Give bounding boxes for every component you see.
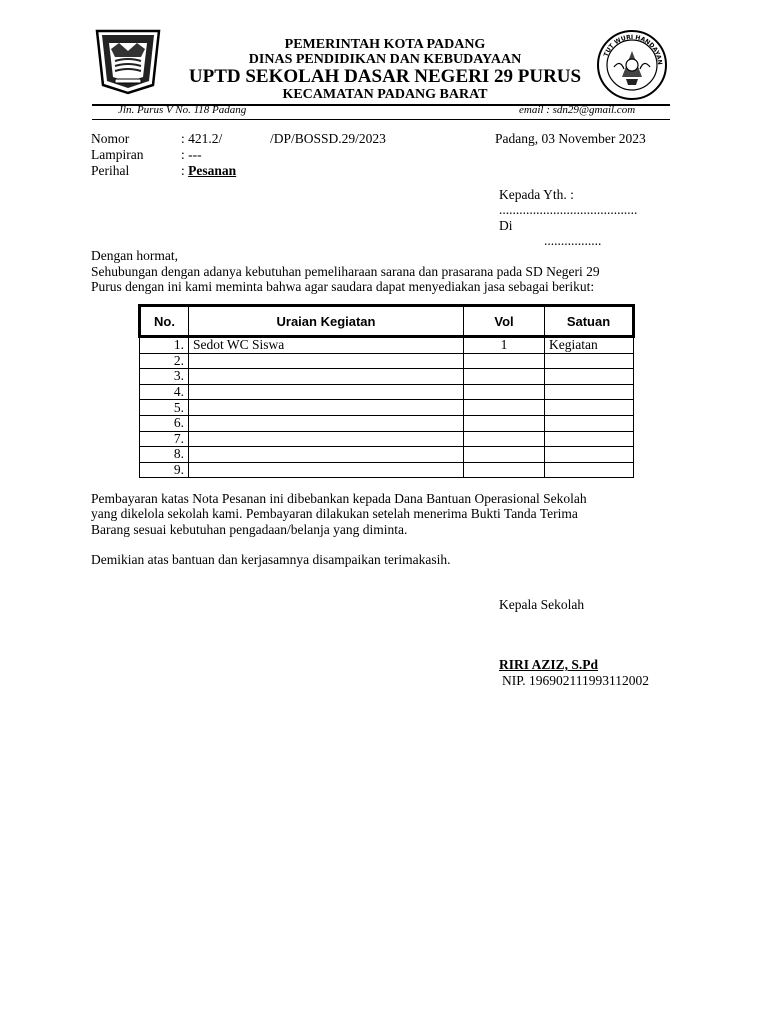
signatory-name: RIRI AZIZ, S.Pd (499, 657, 599, 672)
table-row (140, 353, 634, 369)
cell-uraian (189, 462, 464, 478)
closing-sentence: Demikian atas bantuan dan kerjasamnya disampaikan terimakasih. (91, 552, 451, 567)
cell-no: 5. (140, 400, 189, 416)
cell-vol (464, 462, 545, 478)
signatory-nip: NIP. 196902111993112002 (502, 673, 650, 688)
letterhead-line-2: DINAS PENDIDIKAN DAN KEBUDAYAAN (248, 52, 522, 67)
cell-no: 1. (140, 337, 189, 354)
cell-uraian (189, 431, 464, 447)
cell-vol (464, 400, 545, 416)
cell-vol: 1 (464, 337, 545, 354)
cell-satuan (545, 431, 634, 447)
letter-date: Padang, 03 November 2023 (495, 131, 646, 146)
letterhead-divider-bottom (92, 119, 670, 120)
intro-line-2: Purus dengan ini kami meminta bahwa agar saudara dapat menyediakan jasa sebagai berikut: (91, 279, 595, 294)
cell-no: 8. (140, 447, 189, 463)
table-row (140, 337, 634, 354)
cell-satuan (545, 462, 634, 478)
nomor-prefix: : 421.2/ (181, 131, 223, 146)
lampiran-label: Lampiran (91, 147, 144, 162)
cell-satuan (545, 353, 634, 369)
table-row (140, 369, 634, 385)
cell-uraian (189, 447, 464, 463)
header-vol: Vol (464, 306, 545, 337)
order-table (138, 304, 635, 478)
cell-satuan: Kegiatan (545, 337, 634, 354)
recipient-place-blank: ................. (544, 233, 602, 248)
table-row (140, 400, 634, 416)
greeting: Dengan hormat, (91, 248, 178, 263)
header-satuan: Satuan (545, 306, 634, 337)
logo-motto-text: TUT WURI HANDAYAN (602, 33, 664, 66)
nomor-label: Nomor (91, 131, 130, 146)
lampiran-value: : --- (181, 147, 202, 162)
table-row (140, 447, 634, 463)
cell-uraian (189, 353, 464, 369)
padang-city-logo (95, 29, 161, 95)
cell-vol (464, 369, 545, 385)
cell-satuan (545, 369, 634, 385)
cell-vol (464, 384, 545, 400)
perihal-colon: : (181, 163, 189, 178)
cell-no: 6. (140, 415, 189, 431)
cell-vol (464, 447, 545, 463)
intro-line-1: Sehubungan dengan adanya kebutuhan pemeliharaan sarana dan prasarana pada SD Negeri 29 (91, 264, 600, 279)
cell-satuan (545, 415, 634, 431)
perihal-value (181, 163, 236, 179)
signatory-title: Kepala Sekolah (499, 597, 585, 612)
cell-satuan (545, 384, 634, 400)
payment-line-3: Barang sesuai kebutuhan pengadaan/belanja yang diminta. (91, 522, 408, 537)
cell-uraian (189, 384, 464, 400)
school-email: email : sdn29@gmail.com (519, 104, 636, 116)
cell-no: 9. (140, 462, 189, 478)
cell-uraian (189, 400, 464, 416)
school-name: UPTD SEKOLAH DASAR NEGERI 29 PURUS (188, 66, 582, 87)
table-row (140, 384, 634, 400)
header-no: No. (140, 306, 189, 337)
cell-vol (464, 415, 545, 431)
nomor-value: /DP/BOSSD.29/2023 (270, 131, 386, 146)
recipient-greeting: Kepada Yth. : (499, 187, 574, 202)
table-header-row (140, 306, 634, 337)
header-uraian: Uraian Kegiatan (189, 306, 464, 337)
perihal-label: Perihal (91, 163, 130, 178)
letterhead-line-1: PEMERINTAH KOTA PADANG (284, 37, 486, 52)
table-row (140, 431, 634, 447)
cell-uraian (189, 415, 464, 431)
cell-uraian (189, 369, 464, 385)
cell-satuan (545, 400, 634, 416)
cell-vol (464, 431, 545, 447)
cell-uraian: Sedot WC Siswa (189, 337, 464, 354)
payment-line-2: yang dikelola sekolah kami. Pembayaran dilakukan setelah menerima Bukti Tanda Terima (91, 506, 578, 521)
cell-satuan (545, 447, 634, 463)
school-address: Jln. Purus V No. 118 Padang (118, 104, 247, 116)
cell-no: 4. (140, 384, 189, 400)
perihal-subject: Pesanan (188, 163, 237, 178)
cell-vol (464, 353, 545, 369)
cell-no: 7. (140, 431, 189, 447)
recipient-name-blank: ......................................... (499, 202, 638, 217)
cell-no: 3. (140, 369, 189, 385)
payment-line-1: Pembayaran katas Nota Pesanan ini dibebankan kepada Dana Bantuan Operasional Sekolah (91, 491, 587, 506)
table-row (140, 415, 634, 431)
letterhead-district: KECAMATAN PADANG BARAT (282, 87, 488, 102)
recipient-di: Di (499, 218, 513, 233)
table-row (140, 462, 634, 478)
tut-wuri-handayani-logo (596, 29, 668, 101)
cell-no: 2. (140, 353, 189, 369)
